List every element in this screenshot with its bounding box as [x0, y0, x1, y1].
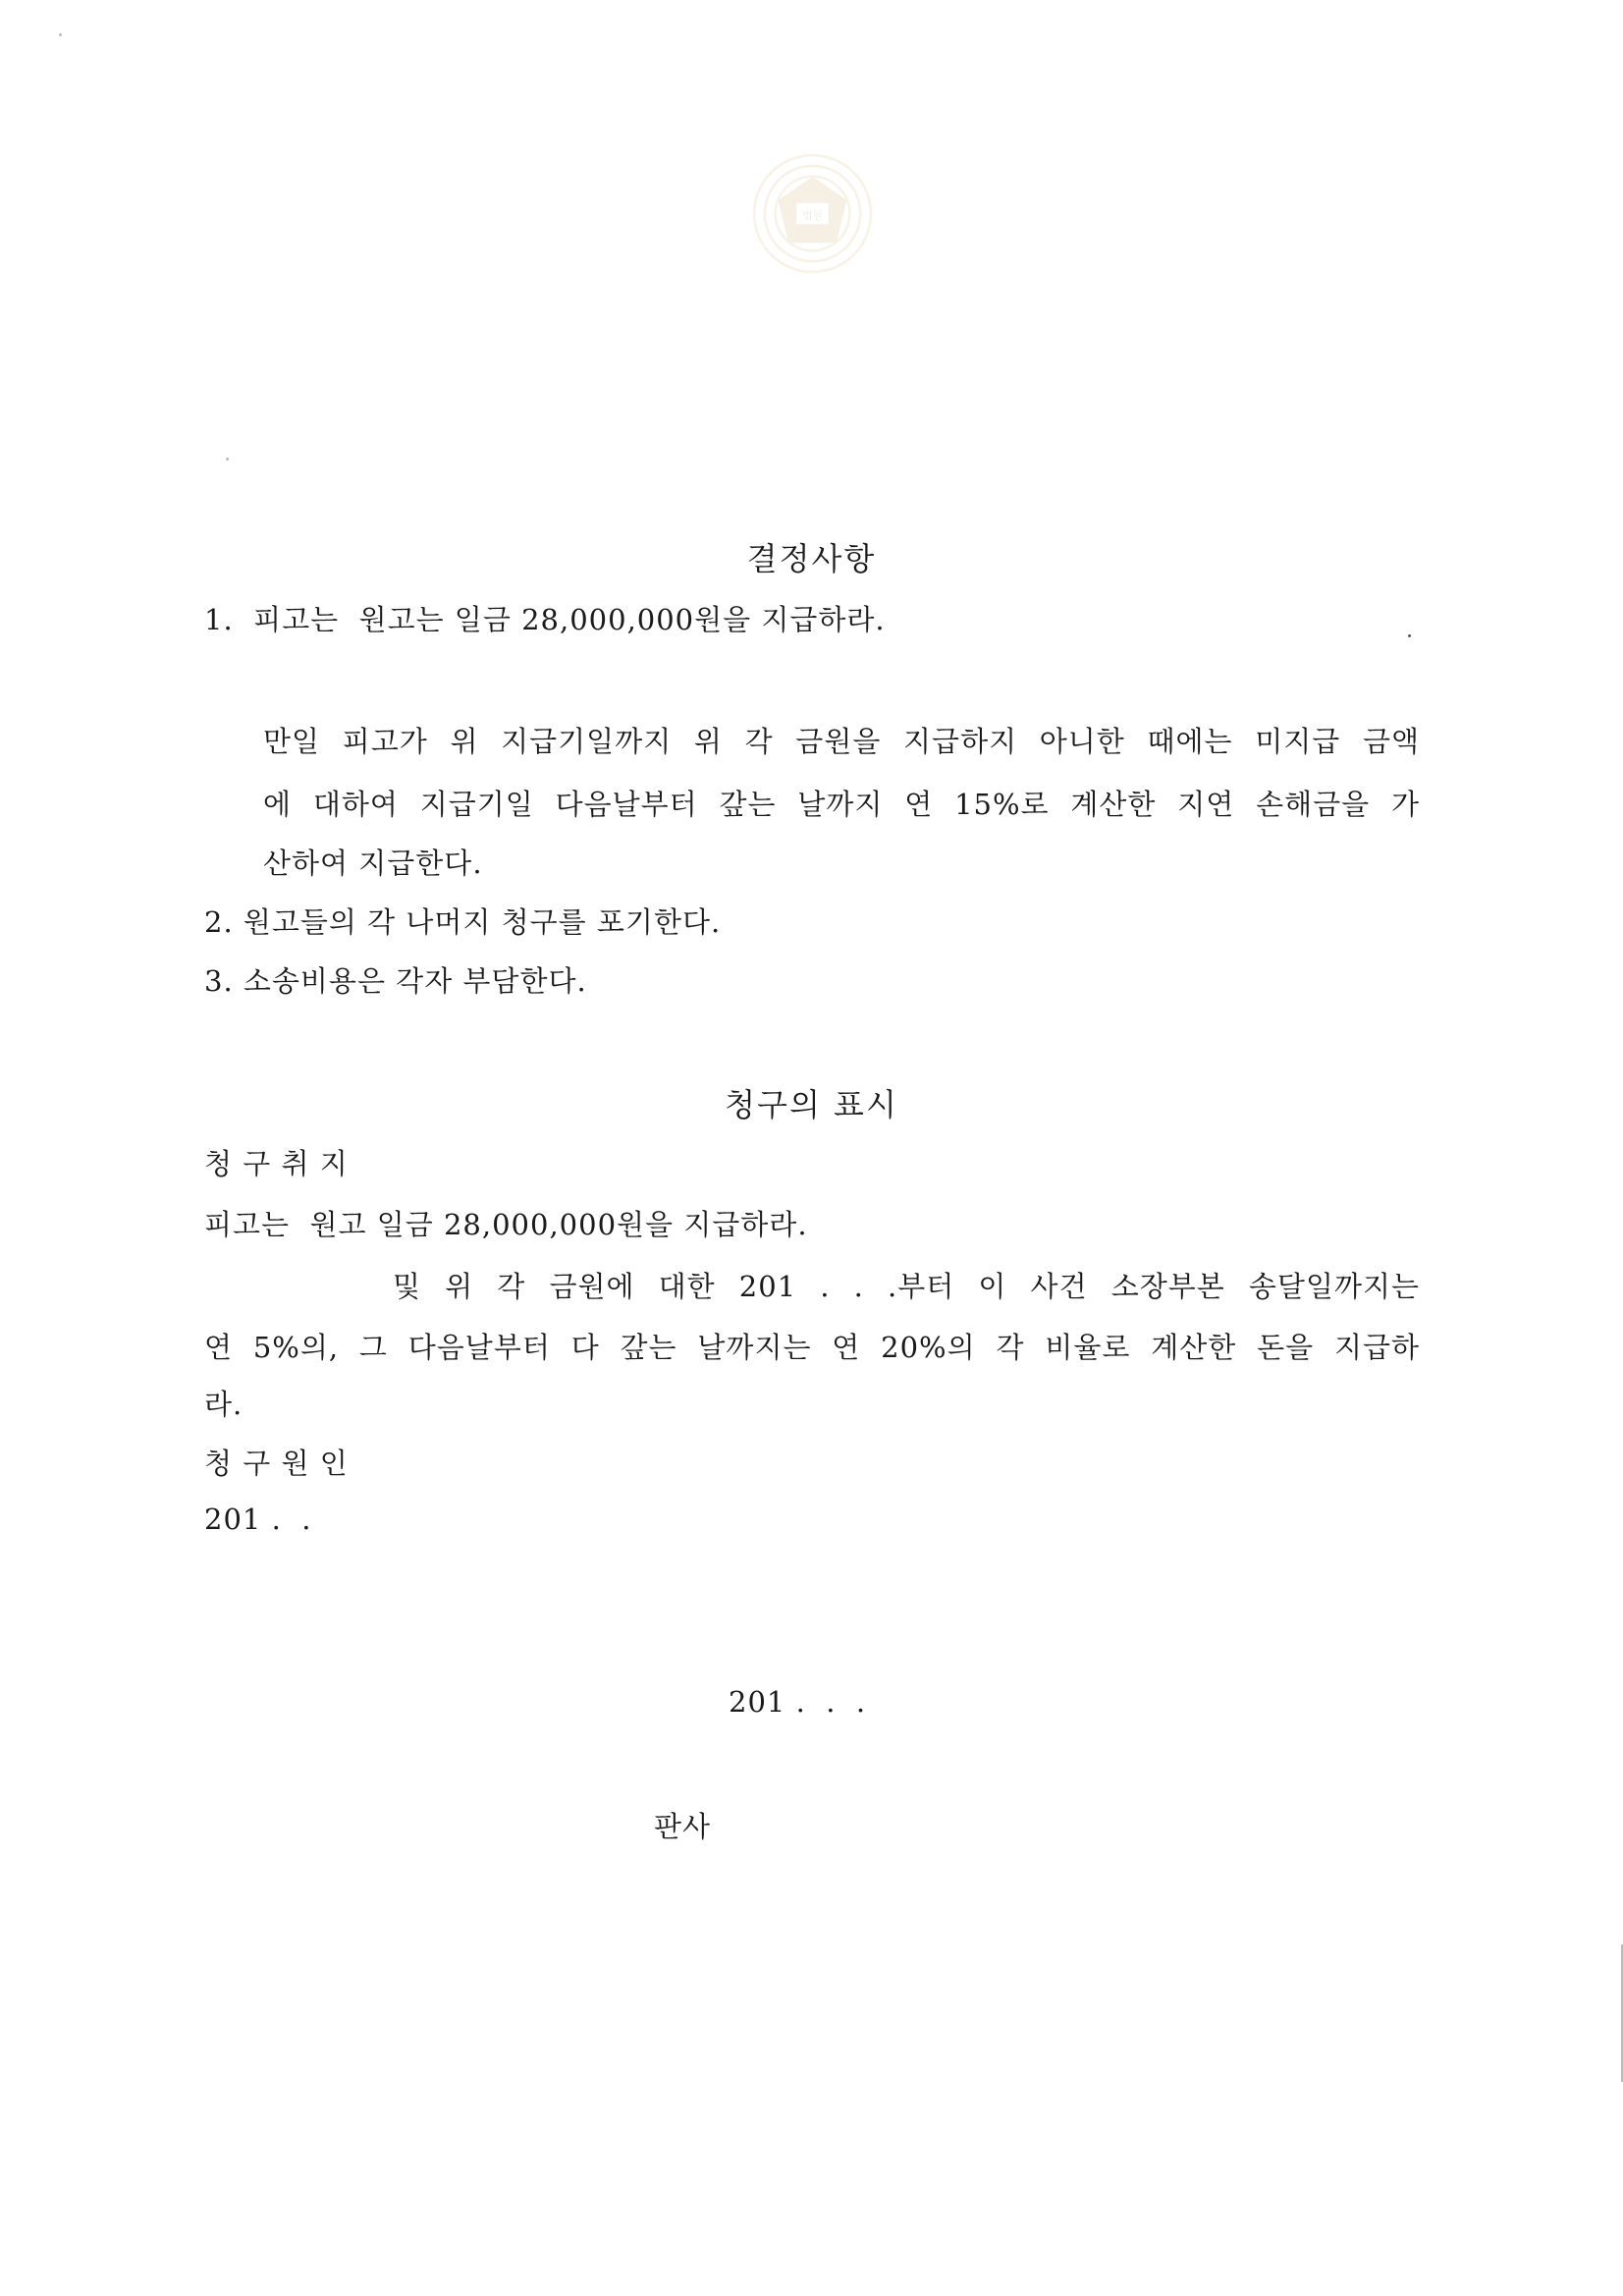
decision-item-2: 2. 원고들의 각 나머지 청구를 포기한다. [204, 905, 722, 939]
claim-purpose-line-1: 피고는 원고 일금 28,000,000원을 지급하라. [204, 1208, 808, 1241]
claim-heading: 청구의 표시 [725, 1086, 898, 1123]
claim-purpose-label: 청 구 취 지 [204, 1147, 349, 1180]
decision-paragraph-line-1: 만일 피고가 위 지급기일까지 위 각 금원을 지급하지 아니한 때에는 미지급 금액 [263, 725, 1420, 758]
claim-purpose-line-3: 연 5%의, 그 다음날부터 다 갚는 날까지는 연 20%의 각 비율로 계산한 돈을 지급하 [204, 1331, 1420, 1364]
decision-item-3: 3. 소송비용은 각자 부담한다. [204, 964, 587, 998]
scan-speck [1408, 634, 1411, 637]
emblem-text: 법원 [802, 208, 823, 222]
decision-heading: 결정사항 [746, 540, 877, 577]
judge-label: 판사 [654, 1810, 712, 1843]
decision-paragraph-line-3: 산하여 지급한다. [263, 847, 483, 880]
claim-cause-label: 청 구 원 인 [204, 1447, 349, 1480]
decision-paragraph-line-2: 에 대하여 지급기일 다음날부터 갚는 날까지 연 15%로 계산한 지연 손해금을 가 [263, 788, 1420, 821]
claim-purpose-line-4: 라. [204, 1388, 243, 1421]
court-emblem-watermark-icon [746, 147, 879, 280]
decision-item-1: 1. 피고는 원고는 일금 28,000,000원을 지급하라. [204, 603, 886, 636]
scan-speck [59, 33, 62, 36]
claim-cause-text: 201 . . [204, 1503, 312, 1536]
document-date: 201 . . . [729, 1685, 867, 1719]
claim-purpose-line-2: 및 위 각 금원에 대한 201 . . .부터 이 사건 소장부본 송달일까지는 [393, 1270, 1420, 1303]
scan-speck [226, 458, 229, 461]
